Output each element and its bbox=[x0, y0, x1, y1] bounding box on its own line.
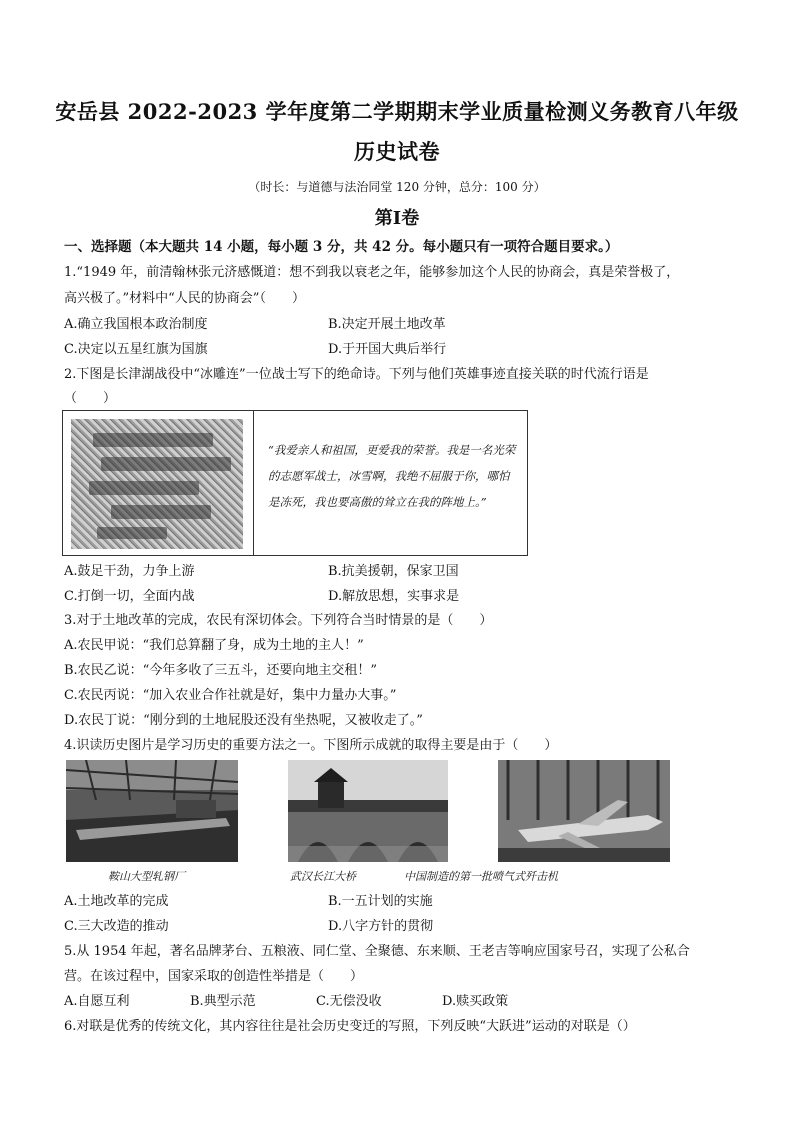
section-heading: 一、选择题（本大题共 14 小题，每小题 3 分，共 42 分。每小题只有一项符合题目要求。） bbox=[64, 239, 619, 255]
q5-option-c: C.无偿没收 bbox=[316, 994, 382, 1009]
q4-stem: 4.识读历史图片是学习历史的重要方法之一。下图所示成就的取得主要是由于（ ） bbox=[64, 738, 558, 753]
q5-option-b: B.典型示范 bbox=[190, 994, 256, 1009]
q1-option-d: D.于开国大典后举行 bbox=[328, 342, 447, 357]
q1-option-b: B.决定开展土地改革 bbox=[328, 317, 446, 332]
q1-option-a: A.确立我国根本政治制度 bbox=[64, 317, 208, 332]
exam-duration-note: （时长：与道德与法治同堂 120 分钟，总分：100 分） bbox=[248, 180, 546, 194]
caption-steel-mill: 鞍山大型轧钢厂 bbox=[108, 870, 185, 883]
q3-option-b: B.农民乙说：“今年多收了三五斗，还要向地主交租！” bbox=[64, 663, 377, 678]
q6-stem: 6.对联是优秀的传统文化，其内容往往是社会历史变迁的写照，下列反映“大跃进”运动的对联是（） bbox=[64, 1019, 636, 1034]
q4-option-b: B.一五计划的实施 bbox=[328, 894, 433, 909]
volume-heading: 第Ⅰ卷 bbox=[374, 208, 420, 229]
q5-option-d: D.赎买政策 bbox=[442, 994, 509, 1009]
q2-option-c: C.打倒一切，全面内战 bbox=[64, 589, 195, 604]
poem-stone-image bbox=[71, 419, 243, 549]
q1-option-c: C.决定以五星红旗为国旗 bbox=[64, 342, 208, 357]
caption-yangtze-bridge: 武汉长江大桥 bbox=[290, 870, 356, 883]
jet-fighter-photo bbox=[498, 760, 670, 862]
q2-stem-line2: （ ） bbox=[64, 391, 117, 406]
caption-jet-fighter: 中国制造的第一批喷气式歼击机 bbox=[404, 870, 558, 883]
q2-option-d: D.解放思想，实事求是 bbox=[328, 589, 460, 604]
q4-option-a: A.土地改革的完成 bbox=[64, 894, 169, 909]
q3-option-a: A.农民甲说：“我们总算翻了身，成为土地的主人！” bbox=[64, 638, 364, 653]
q1-stem-line1: 1.“1949 年，前清翰林张元济感慨道：想不到我以衰老之年，能够参加这个人民的协商会，真是荣誉极了， bbox=[64, 265, 680, 280]
exam-title: 安岳县 2022-2023 学年度第二学期期末学业质量检测义务教育八年级 bbox=[55, 99, 739, 124]
q2-option-b: B.抗美援朝，保家卫国 bbox=[328, 564, 459, 579]
q5-option-a: A.自愿互利 bbox=[64, 994, 130, 1009]
steel-mill-photo bbox=[66, 760, 238, 862]
q2-poem-text: “我爱亲人和祖国，更爱我的荣誉。我是一名光荣的志愿军战士，冰雪啊，我绝不屈服于你，哪怕是冻死，我也要高傲的耸立在我的阵地上。” bbox=[268, 443, 516, 509]
q4-option-c: C.三大改造的推动 bbox=[64, 919, 169, 934]
q5-stem-line2: 营。在该过程中，国家采取的创造性举措是（ ） bbox=[64, 969, 364, 984]
q3-option-d: D.农民丁说：“刚分到的土地屁股还没有坐热呢，又被收走了。” bbox=[64, 713, 423, 728]
q3-option-c: C.农民丙说：“加入农业合作社就是好，集中力量办大事。” bbox=[64, 688, 397, 703]
q2-figure bbox=[62, 410, 528, 556]
q2-stem-line1: 2.下图是长津湖战役中“冰雕连”一位战士写下的绝命诗。下列与他们英雄事迹直接关联的时代流行语是 bbox=[64, 367, 649, 382]
q3-stem: 3.对于土地改革的完成，农民有深切体会。下列符合当时情景的是（ ） bbox=[64, 613, 493, 628]
exam-subject-title: 历史试卷 bbox=[354, 139, 440, 164]
q4-option-d: D.八字方针的贯彻 bbox=[328, 919, 434, 934]
yangtze-bridge-photo bbox=[288, 760, 448, 862]
q1-stem-line2: 高兴极了。”材料中“人民的协商会”（ ） bbox=[64, 291, 305, 306]
q2-option-a: A.鼓足干劲，力争上游 bbox=[64, 564, 195, 579]
q5-stem-line1: 5.从 1954 年起，著名品牌茅台、五粮液、同仁堂、全聚德、东来顺、王老吉等响应国家号召，实现了公私合 bbox=[64, 944, 690, 959]
